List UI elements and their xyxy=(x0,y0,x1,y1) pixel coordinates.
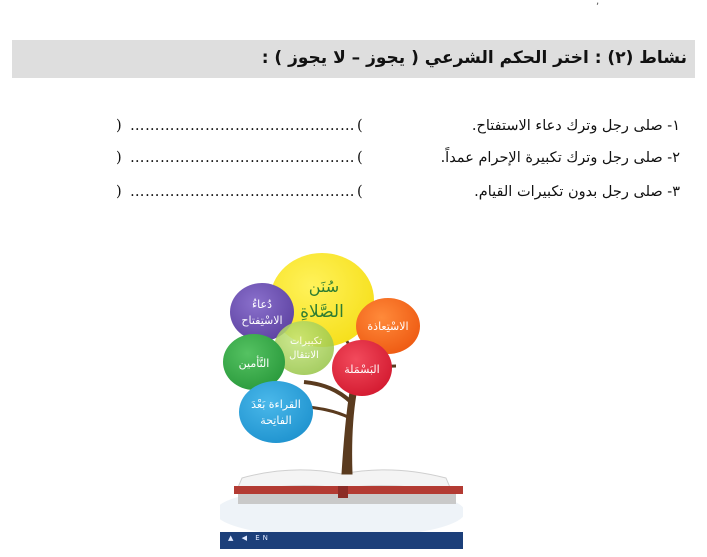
answer-bracket-close: ) xyxy=(116,150,122,166)
taskbar-strip xyxy=(220,532,463,549)
answer-blank[interactable]: ……………………………………… xyxy=(130,150,355,166)
taskbar-tray-text: ▲ ◀ EN xyxy=(228,534,271,542)
question-row xyxy=(110,150,680,172)
bubble-basmala xyxy=(332,340,392,396)
question-text: ٢- صلى رجل وترك تكبيرة الإحرام عمداً. xyxy=(440,150,680,166)
title-line-1: سُنَن xyxy=(308,277,340,296)
answer-blank[interactable]: ……………………………………… xyxy=(130,118,355,134)
bubble-label: دُعاءُ xyxy=(252,298,272,311)
answer-bracket-open: ( xyxy=(357,150,363,166)
bubble-qira-a xyxy=(239,381,313,443)
bubble-label: الاسْتِعاذة xyxy=(367,320,409,333)
answer-blank[interactable]: ……………………………………… xyxy=(130,184,355,200)
question-text: ١- صلى رجل وترك دعاء الاستفتاح. xyxy=(471,118,680,134)
question-text: ٣- صلى رجل بدون تكبيرات القيام. xyxy=(474,184,680,200)
question-row xyxy=(110,184,680,206)
question-row xyxy=(110,118,680,140)
tree-illustration xyxy=(220,242,463,549)
answer-bracket-close: ) xyxy=(116,184,122,200)
answer-bracket-open: ( xyxy=(357,118,363,134)
page-corner-mark: , xyxy=(596,0,600,7)
activity-banner xyxy=(12,40,695,78)
bubble-label: الانتقال xyxy=(289,350,319,361)
prayer-sunan-illustration xyxy=(220,242,463,549)
answer-bracket-close: ) xyxy=(116,118,122,134)
answer-bracket-open: ( xyxy=(357,184,363,200)
bubble-label: الفاتِحة xyxy=(260,414,292,427)
bubble-label: الاسْتِفتاح xyxy=(241,314,283,327)
open-book-icon xyxy=(234,470,463,504)
bubble-label: القراءة بَعْدَ xyxy=(251,398,301,411)
bubble-label: البَسْمَلة xyxy=(344,363,380,376)
page-title: نشاط (٢) : اختر الحكم الشرعي ( يجوز – لا يجوز ) : xyxy=(261,48,687,68)
bubble-label: تكبيرات xyxy=(289,336,323,347)
title-line-2: الصَّلاةِ xyxy=(300,302,344,322)
bubble-label: التَّأمين xyxy=(238,357,270,370)
